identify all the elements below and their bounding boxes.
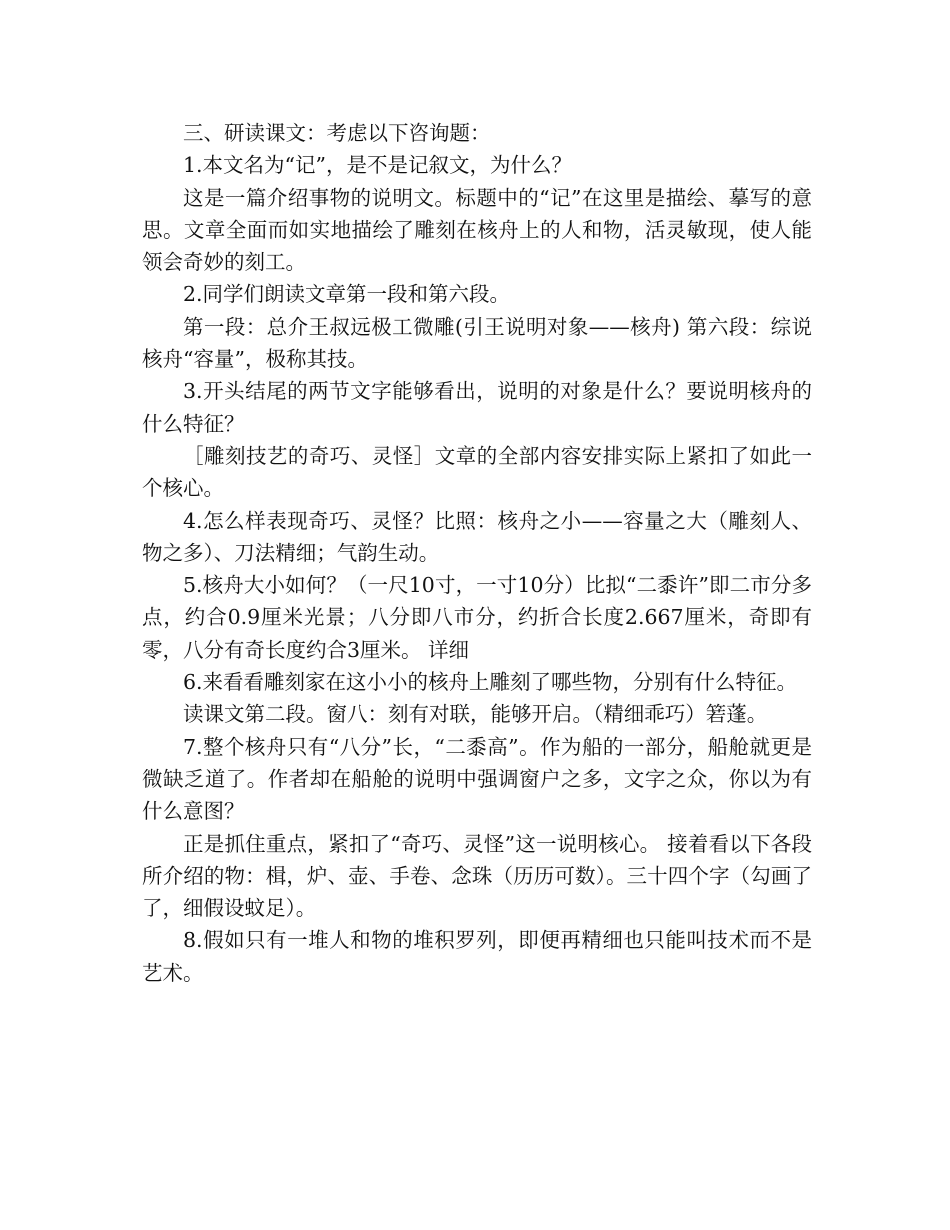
paragraph-2: 1.本文名为“记”，是不是记叙文，为什么？ [183, 153, 573, 178]
paragraph-12: 7.整个核舟只有“八分”长，“二黍高”。作为船的一部分，船舱就更是微缺乏道了。作者却在船舱的说明中强调窗户之多，文字之众，你以为有什么意图？ [142, 734, 812, 824]
paragraph-3: 这是一篇介绍事物的说明文。标题中的“记”在这里是描绘、摹写的意思。文章全面而如实地描绘了雕刻在核舟上的人和物，活灵敏现，使人能领会奇妙的刻工。 [142, 185, 812, 275]
paragraph-13: 正是抓住重点，紧扣了“奇巧、灵怪”这一说明核心。 接着看以下各段所介绍的物：楫，炉、壶、手卷、念珠（历历可数）。三十四个字（勾画了了，细假设蚊足）。 [142, 831, 812, 921]
paragraph-9: 5.核舟大小如何？（一尺10寸，一寸10分）比拟“二黍许”即二市分多点，约合0.9厘米光景；八分即八市分，约折合长度2.667厘米，奇即有零，八分有奇长度约合3厘米。 详细 [142, 573, 812, 662]
paragraph-8: 4.怎么样表现奇巧、灵怪？比照：核舟之小——容量之大（雕刻人、物之多）、刀法精细；气韵生动。 [142, 508, 812, 565]
paragraph-1: 三、研读课文：考虑以下咨询题： [183, 121, 491, 145]
paragraph-7: ［雕刻技艺的奇巧、灵怪］文章的全部内容安排实际上紧扣了如此一个核心。 [142, 443, 812, 501]
paragraph-10: 6.来看看雕刻家在这小小的核舟上雕刻了哪些物，分别有什么特征。 [183, 670, 798, 695]
paragraph-14: 8.假如只有一堆人和物的堆积罗列，即便再精细也只能叫技术而不是艺术。 [142, 928, 812, 985]
paragraph-11: 读课文第二段。窗八：刻有对联，能够开启。（精细乖巧）箬蓬。 [183, 702, 768, 727]
document-page [142, 117, 812, 989]
paragraph-4: 2.同学们朗读文章第一段和第六段。 [183, 282, 511, 307]
paragraph-6: 3.开头结尾的两节文字能够看出，说明的对象是什么？要说明核舟的什么特征？ [142, 379, 812, 436]
paragraph-5: 第一段：总介王叔远极工微雕(引王说明对象——核舟) 第六段：综说核舟“容量”，极称其技。 [142, 314, 812, 372]
